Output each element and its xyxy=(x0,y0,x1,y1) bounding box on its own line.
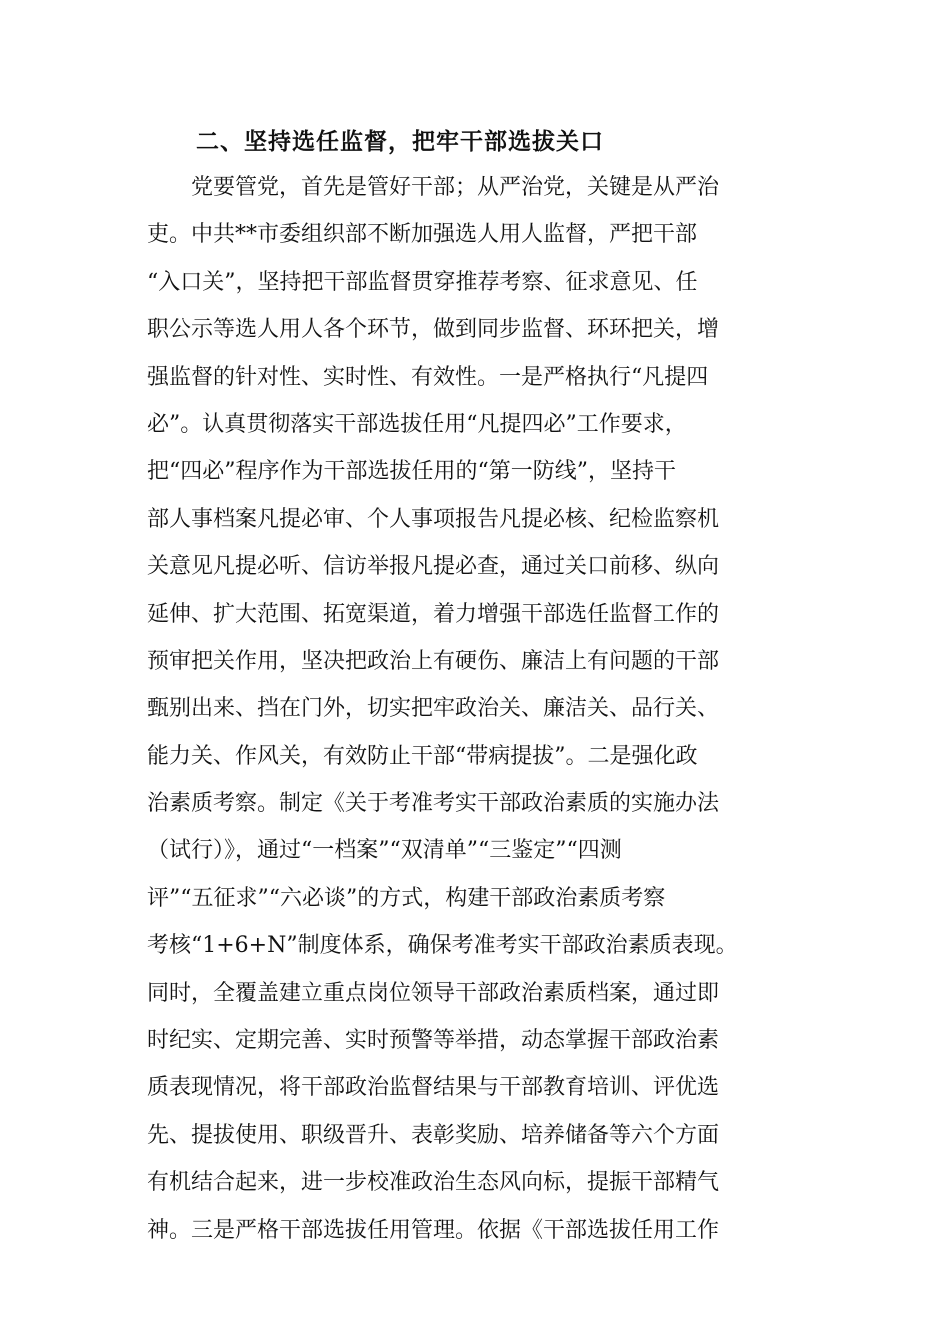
text-line: 把“四必”程序作为干部选拔任用的“第一防线”，坚持干 xyxy=(147,459,676,485)
text-line: 吏。中共**市委组织部不断加强选人用人监督，严把干部 xyxy=(147,222,698,248)
text-line: 考核“1+6+N”制度体系，确保考准考实干部政治素质表现。 xyxy=(147,933,738,959)
text-line: 职公示等选人用人各个环节，做到同步监督、环环把关，增 xyxy=(147,317,720,343)
text-line: 关意见凡提必听、信访举报凡提必查，通过关口前移、纵向 xyxy=(147,554,720,580)
text-line: （试行）》，通过“一档案”“双清单”“三鉴定”“四测 xyxy=(147,838,622,864)
text-line: 强监督的针对性、实时性、有效性。一是严格执行“凡提四 xyxy=(147,364,709,390)
text-line: 时纪实、定期完善、实时预警等举措，动态掌握干部政治素 xyxy=(147,1028,720,1054)
text-line: 有机结合起来，进一步校准政治生态风向标，提振干部精气 xyxy=(147,1170,720,1196)
text-line: 预审把关作用，坚决把政治上有硬伤、廉洁上有问题的干部 xyxy=(147,648,720,674)
text-line: 甄别出来、挡在门外，切实把牢政治关、廉洁关、品行关、 xyxy=(147,696,720,722)
text-line: 先、提拔使用、职级晋升、表彰奖励、培养储备等六个方面 xyxy=(147,1122,720,1148)
section-heading: 二、坚持选任监督，把牢干部选拔关口 xyxy=(196,129,604,155)
text-line: 质表现情况，将干部政治监督结果与干部教育培训、评优选 xyxy=(147,1075,720,1101)
text-line: 部人事档案凡提必审、个人事项报告凡提必核、纪检监察机 xyxy=(147,506,720,532)
text-line: 治素质考察。制定《关于考准考实干部政治素质的实施办法 xyxy=(147,791,720,817)
text-line: 能力关、作风关，有效防止干部“带病提拔”。二是强化政 xyxy=(147,743,698,769)
text-line: 同时，全覆盖建立重点岗位领导干部政治素质档案，通过即 xyxy=(147,980,720,1006)
text-line: “入口关”，坚持把干部监督贯穿推荐考察、征求意见、任 xyxy=(147,269,698,295)
text-line: 党要管党，首先是管好干部；从严治党，关键是从严治 xyxy=(147,175,720,200)
text-line: 评”“五征求”“六必谈”的方式，构建干部政治素质考察 xyxy=(147,885,666,911)
text-line: 神。三是严格干部选拔任用管理。依据《干部选拔任用工作 xyxy=(147,1217,720,1243)
text-line: 延伸、扩大范围、拓宽渠道，着力增强干部选任监督工作的 xyxy=(147,601,720,627)
text-line: 必”。认真贯彻落实干部选拔任用“凡提四必”工作要求， xyxy=(147,411,687,437)
body-text xyxy=(147,164,827,1254)
